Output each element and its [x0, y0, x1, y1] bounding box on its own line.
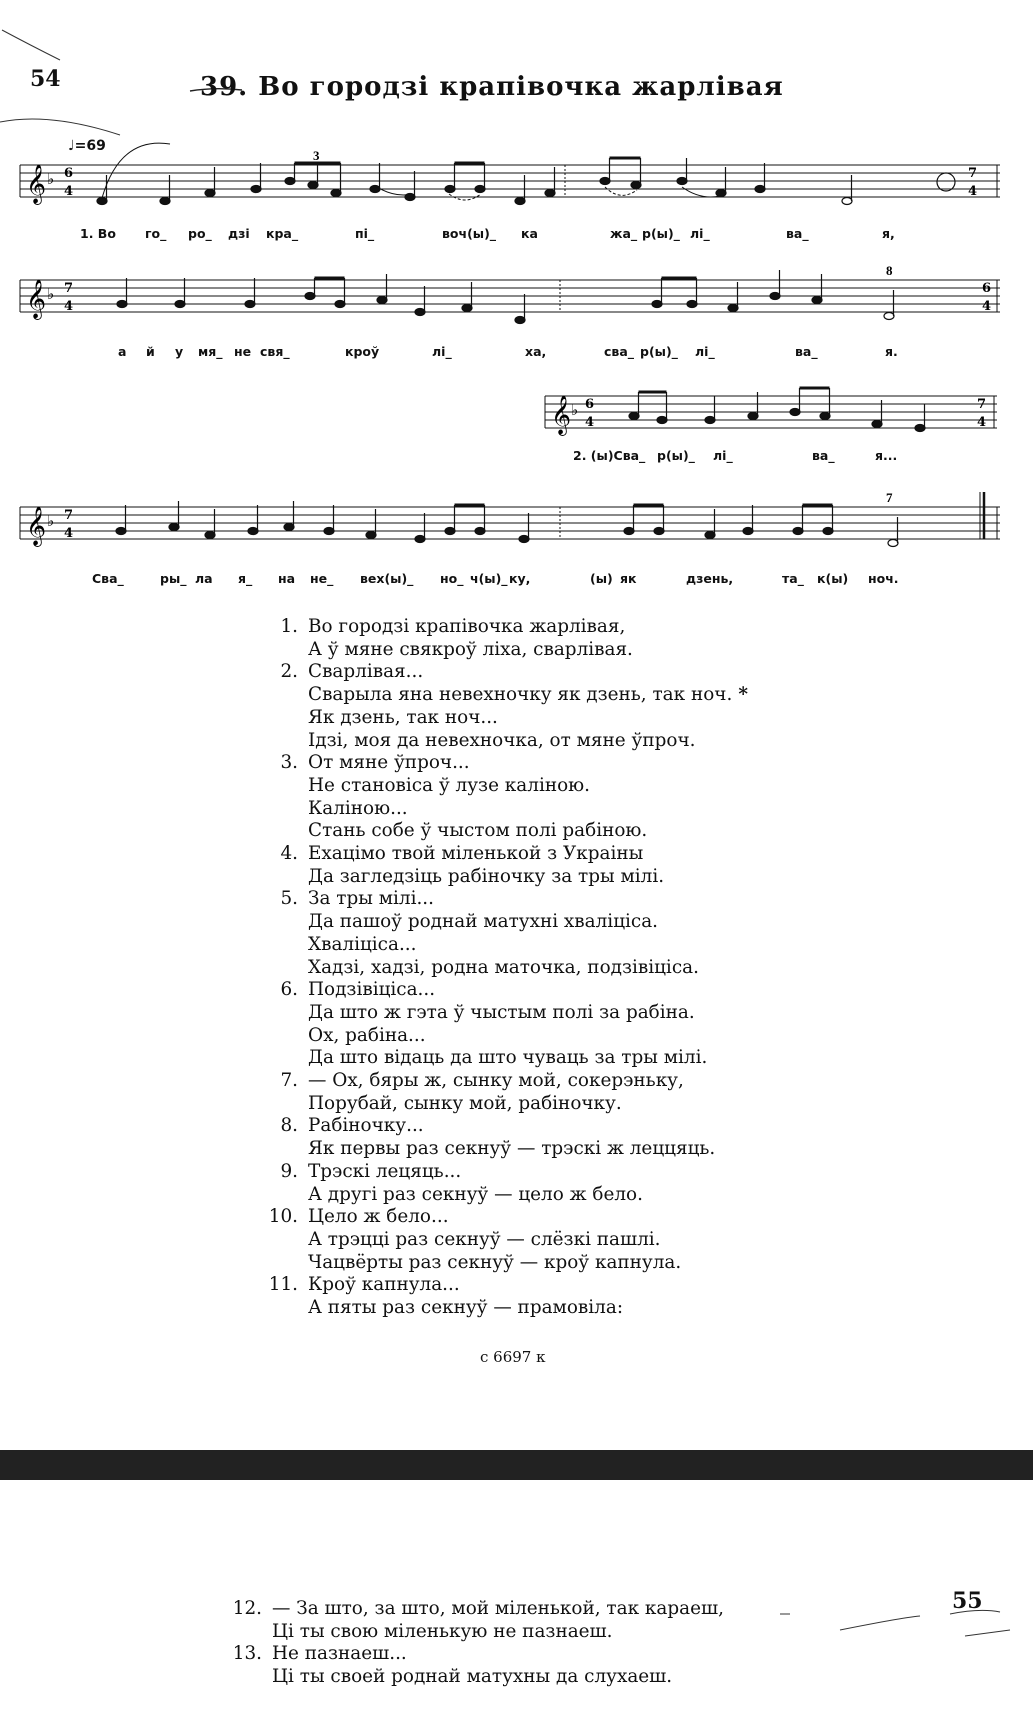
verse-line — [308, 1274, 623, 1297]
lyric-syllable: вех(ы)_ — [360, 571, 414, 586]
lyric-syllable: Сва_ — [92, 571, 124, 586]
lyric-syllable: не_ — [310, 571, 334, 586]
verse-line — [308, 820, 647, 843]
verse — [268, 752, 908, 843]
verse-lines — [308, 979, 707, 1070]
verse-line-text: Не становіса ў лузе каліною. — [308, 774, 591, 796]
verse-list — [268, 616, 908, 1320]
lyric-syllable: ры_ — [160, 571, 187, 586]
verse-line — [308, 707, 748, 730]
lyrics-line-4 — [0, 571, 1033, 587]
verse-line-text: От мяне ўпроч... — [308, 752, 470, 774]
verse-line — [308, 1184, 643, 1207]
verse — [268, 1070, 908, 1115]
verse-line-text: Як первы раз секнуў — трэскі ж леццяць. — [308, 1138, 716, 1160]
tempo-marking: ♩=69 — [68, 138, 106, 154]
lyric-syllable: кроў — [345, 344, 380, 359]
verse-lines — [272, 1598, 724, 1643]
margin-scribble-top-left — [0, 20, 140, 130]
verse — [268, 888, 908, 979]
verse-line-text: Трэскі лецяць... — [308, 1160, 462, 1182]
lyric-syllable: та_ — [782, 571, 804, 586]
lyric-syllable: пі_ — [355, 226, 375, 241]
footnote-mark: * — [738, 684, 748, 706]
lyric-syllable: я... — [875, 448, 898, 463]
lyric-syllable: ла — [195, 571, 213, 586]
svg-text:7: 7 — [64, 508, 74, 523]
verse-number: 3. — [280, 752, 298, 774]
svg-text:4: 4 — [585, 415, 595, 430]
verse-line-text: Подзівіціса... — [308, 979, 436, 1001]
lyric-syllable: но_ — [440, 571, 464, 586]
svg-text:♭: ♭ — [571, 401, 579, 419]
verse-line — [308, 1070, 684, 1093]
verse-lines — [308, 1274, 623, 1319]
verse-line-text: А другі раз секнуў — цело ж бело. — [308, 1183, 643, 1205]
verse-line — [308, 1229, 681, 1252]
margin-scribble-bottom-right — [780, 1600, 1030, 1640]
verse-line — [308, 1093, 684, 1116]
song-title-text: Во городзі крапівочка жарлівая — [258, 72, 784, 102]
verse — [268, 1115, 908, 1160]
lyric-syllable: ка — [521, 226, 538, 241]
lyric-syllable: а — [118, 344, 127, 359]
lyric-syllable: жа_ — [610, 226, 638, 241]
verse-lines — [308, 1206, 681, 1274]
fermata-number: 8 — [886, 263, 893, 278]
verse-line-text: Ох, рабіна... — [308, 1024, 426, 1046]
verse-line — [308, 684, 748, 707]
verse-line-text: — За што, за што, мой міленькой, так караеш, — [272, 1598, 724, 1619]
verse-number: 1. — [280, 616, 298, 637]
verse-line — [308, 1297, 623, 1320]
verse-number: 7. — [280, 1070, 298, 1092]
verse-number: 2. — [280, 661, 298, 683]
lyric-syllable: я_ — [238, 571, 253, 586]
lyric-syllable: р(ы)_ — [640, 344, 678, 359]
verse — [268, 1274, 908, 1319]
verse-line-text: Да пашоў роднай матухні хваліціса. — [308, 911, 659, 933]
verse-line-text: Сварлівая... — [308, 661, 424, 683]
verse-lines — [308, 1115, 715, 1160]
song-number: 39. — [200, 72, 249, 102]
verse-line-text: Чацвёрты раз секнуў — кроў капнула. — [308, 1251, 682, 1273]
svg-text:♭: ♭ — [47, 512, 55, 530]
verse-line-text: А трэцці раз секнуў — слёзкі пашлі. — [308, 1228, 661, 1250]
treble-clef-icon: 𝄞 — [26, 506, 47, 546]
verse-line-text: За тры мілі... — [308, 888, 434, 910]
lyric-syllable: р(ы)_ — [657, 448, 695, 463]
verse-line-text: Порубай, сынку мой, рабіночку. — [308, 1092, 622, 1114]
verse — [268, 616, 908, 661]
verse-line — [308, 616, 633, 639]
verse-line — [308, 661, 748, 684]
lyric-syllable: 1. Во — [80, 226, 116, 241]
verse — [268, 1206, 908, 1274]
verse-line — [272, 1621, 724, 1644]
page-number-right: 55 — [952, 1588, 983, 1614]
verse-line — [308, 979, 707, 1002]
lyric-syllable: р(ы)_ — [642, 226, 680, 241]
verse-line-text: Ці ты свою міленькую не пазнаеш. — [272, 1620, 613, 1642]
svg-text:♭: ♭ — [47, 285, 55, 303]
lyric-syllable: ро_ — [188, 226, 212, 241]
verse-line-text: Хадзі, хадзі, родна маточка, подзівіціса. — [308, 956, 699, 978]
svg-text:♭: ♭ — [47, 170, 55, 188]
lyric-syllable: ч(ы)_ — [470, 571, 508, 586]
verse-lines — [308, 616, 633, 661]
verse-line — [308, 1161, 643, 1184]
lyric-syllable: лі_ — [695, 344, 715, 359]
verse-line — [308, 934, 699, 957]
svg-text:4: 4 — [64, 526, 74, 541]
verse-line — [308, 752, 647, 775]
verse-line — [308, 1025, 707, 1048]
lyric-syllable: у — [175, 344, 184, 359]
lyric-syllable: сва_ — [604, 344, 635, 359]
triplet-mark: 3 — [313, 148, 320, 163]
music-staff-2 — [20, 265, 1000, 345]
lyric-syllable: кра_ — [266, 226, 299, 241]
lyric-syllable: на — [278, 571, 296, 586]
svg-text:6: 6 — [982, 281, 992, 296]
verse-number: 5. — [280, 888, 298, 910]
lyric-syllable: ку, — [509, 571, 531, 586]
svg-text:4: 4 — [977, 415, 987, 430]
treble-clef-icon: 𝄞 — [551, 395, 572, 435]
lyric-syllable: дзі — [228, 226, 250, 241]
lyric-syllable: лі_ — [713, 448, 733, 463]
verse-line-text: Хваліціса... — [308, 933, 417, 955]
verse-lines — [308, 888, 699, 979]
lyric-syllable: к(ы) — [817, 571, 849, 586]
lyric-syllable: я, — [882, 226, 895, 241]
svg-text:7: 7 — [968, 166, 978, 181]
verse — [268, 661, 908, 752]
verse-line — [272, 1643, 672, 1666]
verse-line — [308, 1206, 681, 1229]
verse — [268, 979, 908, 1070]
verse-number: 4. — [280, 843, 298, 865]
verse-line-text: Во городзі крапівочка жарлівая, — [308, 616, 626, 637]
verse-line — [308, 775, 647, 798]
svg-text:6: 6 — [64, 166, 74, 181]
lyric-syllable: дзень, — [686, 571, 734, 586]
treble-clef-icon: 𝄞 — [26, 164, 47, 204]
svg-text:7: 7 — [64, 281, 74, 296]
verse-line-text: А пяты раз секнуў — прамовіла: — [308, 1297, 624, 1319]
verse — [268, 1161, 908, 1206]
verse-line-text: Да што ж гэта ў чыстым полі за рабіна. — [308, 1001, 695, 1023]
lyric-syllable: ва_ — [812, 448, 835, 463]
verse-line — [308, 1047, 707, 1070]
lyric-syllable: як — [620, 571, 637, 586]
verse-line-text: — Ох, бяры ж, сынку мой, сокерэньку, — [308, 1070, 684, 1092]
verse-lines — [308, 661, 748, 752]
verse-line — [308, 639, 633, 662]
lyrics-line-3 — [0, 448, 1033, 464]
verse-line — [272, 1598, 724, 1621]
verse-lines — [308, 1070, 684, 1115]
verse-line-text: Ехацімо твой міленькой з Украіны — [308, 843, 644, 865]
lyric-syllable: не — [234, 344, 252, 359]
page-number-left: 54 — [30, 66, 61, 92]
verse-line-text: Сварыла яна невехночку як дзень, так ноч. — [308, 684, 733, 706]
verse-line — [308, 1115, 715, 1138]
svg-text:6: 6 — [585, 397, 595, 412]
verse-line-text: Рабіночку... — [308, 1115, 424, 1137]
lyric-syllable: (ы) — [590, 571, 613, 586]
verse — [232, 1643, 724, 1688]
svg-text:4: 4 — [982, 299, 992, 314]
verse-number: 9. — [280, 1160, 298, 1182]
lyric-syllable: воч(ы)_ — [442, 226, 497, 241]
lyric-syllable: свя_ — [260, 344, 290, 359]
fermata-number: 7 — [886, 490, 893, 505]
verse-number: 12. — [232, 1598, 262, 1619]
treble-clef-icon: 𝄞 — [26, 279, 47, 319]
lyrics-line-1 — [0, 226, 1033, 242]
lyrics-line-2 — [0, 344, 1033, 360]
verse-lines — [308, 1161, 643, 1206]
verse-lines — [272, 1643, 672, 1688]
lyric-syllable: ва_ — [795, 344, 818, 359]
verse-line-text: Цело ж бело... — [308, 1206, 449, 1228]
verse-line-text: Да што відаць да што чуваць за тры мілі. — [308, 1047, 708, 1069]
svg-text:4: 4 — [64, 299, 74, 314]
verse-line-text: Каліною... — [308, 797, 408, 819]
verse-number: 10. — [268, 1206, 298, 1228]
verse-line — [308, 957, 699, 980]
verse-line — [308, 730, 748, 753]
verse-lines — [308, 843, 664, 888]
verse — [232, 1598, 724, 1643]
lyric-syllable: го_ — [145, 226, 167, 241]
verse-line-text: Да загледзіць рабіночку за тры мілі. — [308, 865, 665, 887]
lyric-syllable: я. — [885, 344, 898, 359]
verse-line-text: А ў мяне свякроў ліха, сварлівая. — [308, 638, 633, 660]
lyric-syllable: лі_ — [432, 344, 452, 359]
lyric-syllable: й — [146, 344, 155, 359]
lyric-syllable: лі_ — [690, 226, 710, 241]
verse-line — [308, 798, 647, 821]
verse-number: 8. — [280, 1115, 298, 1137]
verse-line — [308, 911, 699, 934]
verse-line — [308, 866, 664, 889]
verse-list-continued — [232, 1598, 724, 1689]
svg-text:4: 4 — [64, 184, 74, 199]
verse-line-text: Кроў капнула... — [308, 1274, 460, 1296]
verse-lines — [308, 752, 647, 843]
music-staff-4 — [20, 492, 1000, 572]
verse-line — [308, 1138, 715, 1161]
lyric-syllable: ха, — [525, 344, 547, 359]
page-divider — [0, 1450, 1033, 1480]
song-title — [200, 72, 784, 102]
verse-line — [308, 1252, 681, 1275]
svg-text:4: 4 — [968, 184, 978, 199]
music-staff-1 — [20, 150, 1000, 230]
verse-line-text: Як дзень, так ноч... — [308, 706, 498, 728]
verse-number: 13. — [232, 1643, 262, 1665]
verse-number: 6. — [280, 979, 298, 1001]
verse-number: 11. — [268, 1274, 298, 1296]
lyric-syllable: мя_ — [198, 344, 223, 359]
svg-text:7: 7 — [977, 397, 987, 412]
verse — [268, 843, 908, 888]
verse-line-text: Ці ты своей роднай матухны да слухаеш. — [272, 1666, 673, 1688]
lyric-syllable: 2. (ы)Сва_ — [573, 448, 646, 463]
verse-line-text: Не пазнаеш... — [272, 1643, 407, 1665]
verse-line-text: Ідзі, моя да невехночка, от мяне ўпроч. — [308, 729, 696, 751]
verse-line — [308, 843, 664, 866]
lyric-syllable: ноч. — [868, 571, 899, 586]
lyric-syllable: ва_ — [786, 226, 809, 241]
verse-line — [308, 888, 699, 911]
library-stamp: с 6697 к — [480, 1348, 546, 1366]
verse-line — [272, 1666, 672, 1689]
verse-line — [308, 1002, 707, 1025]
verse-line-text: Стань собе ў чыстом полі рабіною. — [308, 820, 648, 842]
